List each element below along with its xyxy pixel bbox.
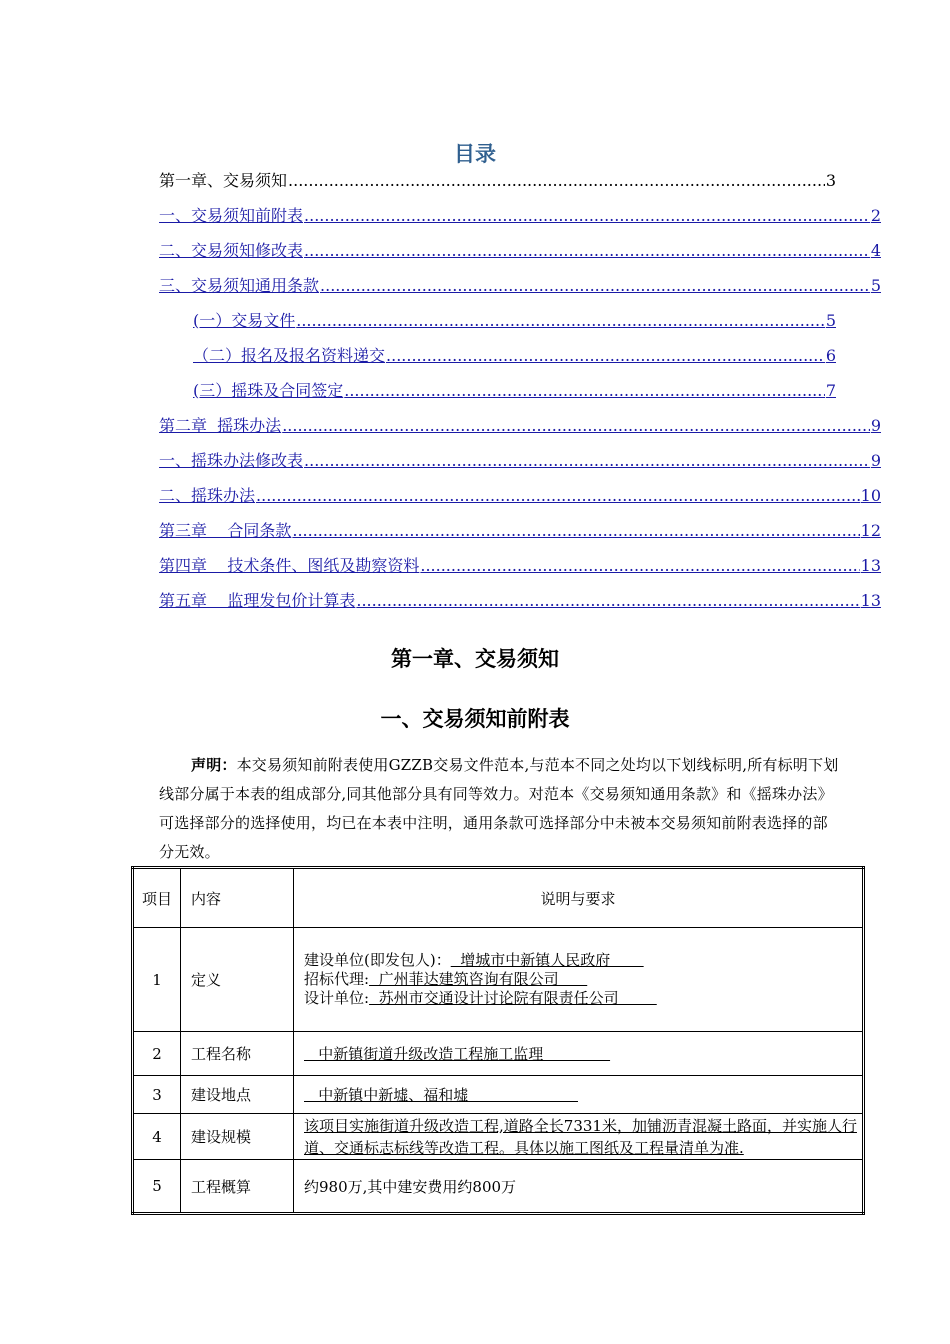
toc-entry-label: (三）摇珠及合同签定 [193,381,344,400]
row-number: 2 [133,1032,181,1076]
definition-line [304,989,852,1008]
toc-page-number: 9 [870,451,881,470]
toc-link[interactable] [159,239,881,263]
toc-entry-label: (一）交易文件 [193,311,296,330]
row-number: 3 [133,1076,181,1114]
row-value: 该项目实施街道升级改造工程,道路全长7331米，加铺沥青混凝土路面，并实施人行道、交通标志标线等改造工程。具体以施工图纸及工程量清单为准. [304,1116,857,1157]
toc-entry-label: 二、摇珠办法 [159,486,256,505]
toc-entry-label: 第四章 技术条件、图纸及勘察资料 [159,556,420,575]
row-number: 1 [133,928,181,1032]
definition-line [304,951,852,970]
toc-link[interactable] [159,554,881,578]
toc-link[interactable] [159,519,881,543]
toc-entry-label: 第三章 合同条款 [159,521,292,540]
section-heading: 一、交易须知前附表 [380,707,570,731]
statement-paragraph [159,751,839,867]
row-description [294,928,864,1032]
definition-value: 广州菲达建筑咨询有限公司 [369,970,588,988]
toc-link[interactable] [159,484,881,508]
toc-entry-label: 第一章、交易须知 [159,171,288,190]
header-content: 内容 [181,868,294,928]
toc-link[interactable] [193,344,836,368]
definition-prefix: 设计单位: [304,989,370,1007]
definition-prefix: 招标代理: [304,970,370,988]
row-item: 建设地点 [181,1076,294,1114]
toc-link[interactable] [193,379,836,403]
toc-leader [292,519,859,543]
toc-leader [282,414,870,438]
toc-entry-label: 一、摇珠办法修改表 [159,451,304,470]
row-description [294,1032,864,1076]
toc-leader [304,239,870,263]
toc-page-number: 13 [860,591,881,610]
row-item: 工程名称 [181,1032,294,1076]
toc-entry-label: 二、交易须知修改表 [159,241,304,260]
toc-leader [288,169,825,193]
toc-page-number: 3 [825,171,836,190]
table-row [133,1076,864,1114]
toc-leader [296,309,825,333]
statement-lead: 声明： [191,756,237,774]
toc-leader [320,274,870,298]
definition-line [304,970,852,989]
row-number: 5 [133,1160,181,1214]
definition-value: 苏州市交通设计讨论院有限责任公司 [369,989,657,1007]
toc-leader [420,554,859,578]
toc-entry-label: 三、交易须知通用条款 [159,276,320,295]
requirements-table [131,866,865,1215]
toc-entry-label: （二）报名及报名资料递交 [193,346,386,365]
definition-prefix: 建设单位(即发包人)： [304,951,451,969]
toc-link[interactable] [159,204,881,228]
toc-page-number: 12 [860,521,881,540]
toc-link[interactable] [159,589,881,613]
toc-link[interactable] [193,309,836,333]
toc-page-number: 9 [870,416,881,435]
toc-page-number: 5 [825,311,836,330]
row-item: 工程概算 [181,1160,294,1214]
toc-title: 目录 [454,142,496,166]
toc-entry-label: 第五章 监理发包价计算表 [159,591,356,610]
toc-page-number: 4 [870,241,881,260]
table-row [133,928,864,1032]
toc-leader [304,449,870,473]
toc-leader [386,344,825,368]
toc-page-number: 7 [825,381,836,400]
table-row [133,1114,864,1160]
statement-body: 本交易须知前附表使用GZZB交易文件范本,与范本不同之处均以下划线标明,所有标明下划线部分属于本表的组成部分,同其他部分具有同等效力。对范本《交易须知通用条款》和《摇珠办法》可选择部分的选择使用，均已在本表中注明，通用条款可选择部分中未被本交易须知前附表选择的部分无效。 [159,756,839,861]
toc-link[interactable] [159,414,881,438]
toc-page-number: 5 [870,276,881,295]
table-row [133,1032,864,1076]
toc-page-number: 6 [825,346,836,365]
toc-page-number: 13 [860,556,881,575]
table-header-row [133,868,864,928]
definition-value: 增城市中新镇人民政府 [450,951,644,969]
row-description [294,1114,864,1160]
header-item-no: 项目 [133,868,181,928]
toc-entry-label: 一、交易须知前附表 [159,206,304,225]
row-item: 建设规模 [181,1114,294,1160]
toc-leader [256,484,860,508]
row-value: 中新镇街道升级改造工程施工监理 [304,1045,611,1063]
toc-page-number: 10 [860,486,881,505]
toc-entry-label: 第二章 摇珠办法 [159,416,282,435]
toc-leader [304,204,870,228]
toc-leader [344,379,825,403]
table-row [133,1160,864,1214]
row-number: 4 [133,1114,181,1160]
chapter-heading: 第一章、交易须知 [391,647,559,671]
header-description: 说明与要求 [294,868,864,928]
row-item: 定义 [181,928,294,1032]
row-description: 约980万,其中建安费用约800万 [294,1160,864,1214]
toc-page-number: 2 [870,206,881,225]
row-value: 中新镇中新墟、福和墟 [304,1086,578,1104]
row-description [294,1076,864,1114]
toc-entry[interactable] [159,169,836,193]
toc-link[interactable] [159,274,881,298]
toc-leader [356,589,859,613]
toc-link[interactable] [159,449,881,473]
